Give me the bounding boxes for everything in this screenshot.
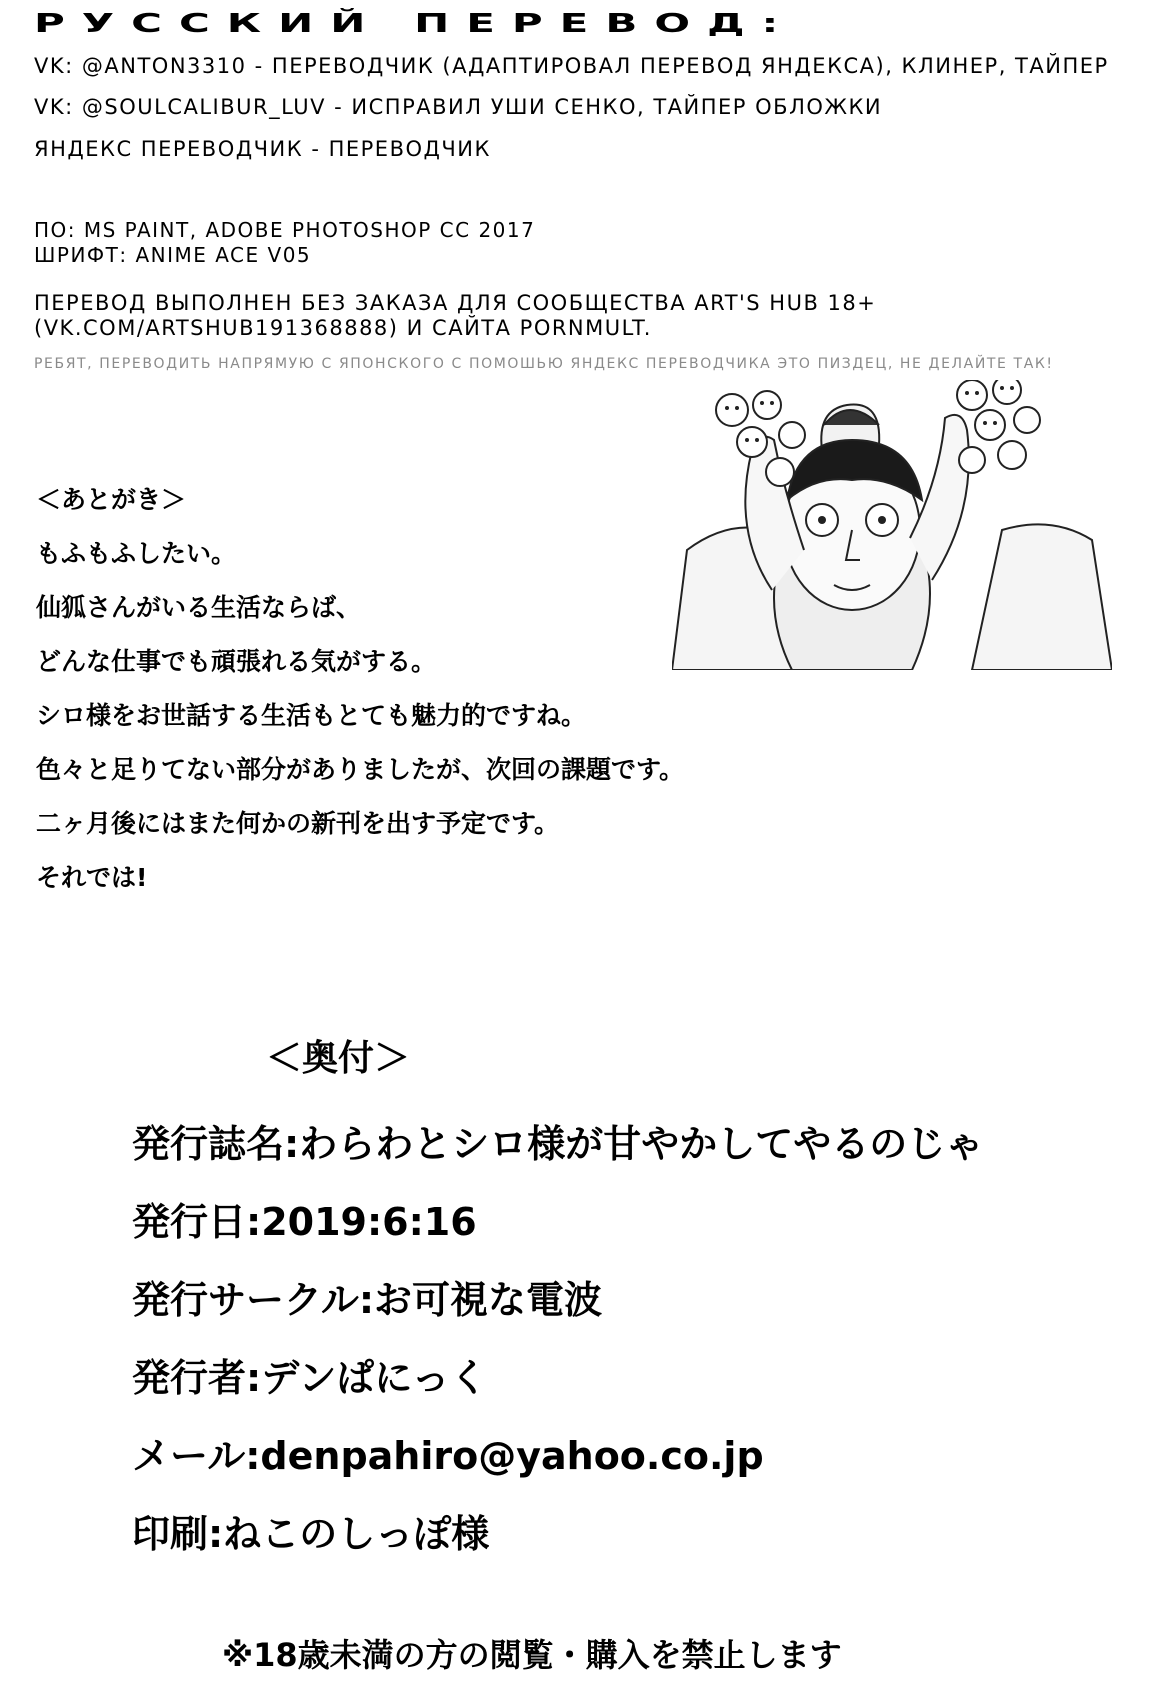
colophon-heading: ＜奥付＞ — [266, 1038, 411, 1079]
credit-community-link: (VK.COM/ARTSHUB191368888) И САЙТА PORNMULT. — [34, 316, 652, 340]
credit-software: ПО: MS PAINT, ADOBE PHOTOSHOP CC 2017 — [34, 218, 536, 242]
colophon-publication-date: 発行日:2019:6:16 — [132, 1200, 477, 1244]
credits-title: РУССКИЙ ПЕРЕВОД: — [34, 8, 796, 39]
colophon-publication-name: 発行誌名:わらわとシロ様が甘やかしてやるのじゃ — [132, 1122, 984, 1166]
meme-illustration — [672, 380, 1112, 670]
colophon-circle: 発行サークル:お可視な電波 — [132, 1278, 603, 1322]
afterword-heading: ＜あとがき＞ — [36, 485, 187, 514]
credit-translator: VK: @ANTON3310 - ПЕРЕВОДЧИК (АДАПТИРОВАЛ ПЕРЕВОД ЯНДЕКСА), КЛИНЕР, ТАЙПЕР — [34, 54, 1109, 78]
afterword-line: もふもふしたい。 — [36, 539, 237, 568]
afterword-line: 二ヶ月後にはまた何かの新刊を出す予定です。 — [36, 809, 560, 838]
age-warning: ※18歳未満の方の閲覧・購入を禁止します — [222, 1636, 842, 1674]
afterword-section — [36, 473, 736, 905]
credit-editor: VK: @SOULCALIBUR_LUV - ИСПРАВИЛ УШИ СЕНКО, ТАЙПЕР ОБЛОЖКИ — [34, 95, 883, 119]
afterword-line: それでは! — [36, 863, 148, 892]
credit-community: ПЕРЕВОД ВЫПОЛНЕН БЕЗ ЗАКАЗА ДЛЯ СООБЩЕСТВА ART'S HUB 18+ — [34, 291, 877, 315]
afterword-line: 色々と足りてない部分がありましたが、次回の課題です。 — [36, 755, 685, 784]
colophon-printer: 印刷:ねこのしっぽ様 — [132, 1512, 490, 1556]
credit-note: РЕБЯТ, ПЕРЕВОДИТЬ НАПРЯМУЮ С ЯПОНСКОГО С ПОМОШЬЮ ЯНДЕКС ПЕРЕВОДЧИКА ЭТО ПИЗДЕЦ, НЕ ДЕЛАЙТЕ ТАК! — [34, 356, 1054, 372]
colophon-email: メール:denpahiro@yahoo.co.jp — [132, 1434, 764, 1478]
colophon-section — [132, 1105, 1132, 1573]
credit-font: ШРИФТ: ANIME ACE V05 — [34, 243, 312, 267]
colophon-publisher: 発行者:デンぱにっく — [132, 1356, 488, 1400]
afterword-line: シロ様をお世話する生活もとても魅力的ですね。 — [36, 701, 587, 730]
credit-machine: ЯНДЕКС ПЕРЕВОДЧИК - ПЕРЕВОДЧИК — [34, 137, 491, 161]
afterword-line: どんな仕事でも頑張れる気がする。 — [36, 647, 437, 676]
afterword-line: 仙狐さんがいる生活ならば、 — [36, 593, 362, 622]
